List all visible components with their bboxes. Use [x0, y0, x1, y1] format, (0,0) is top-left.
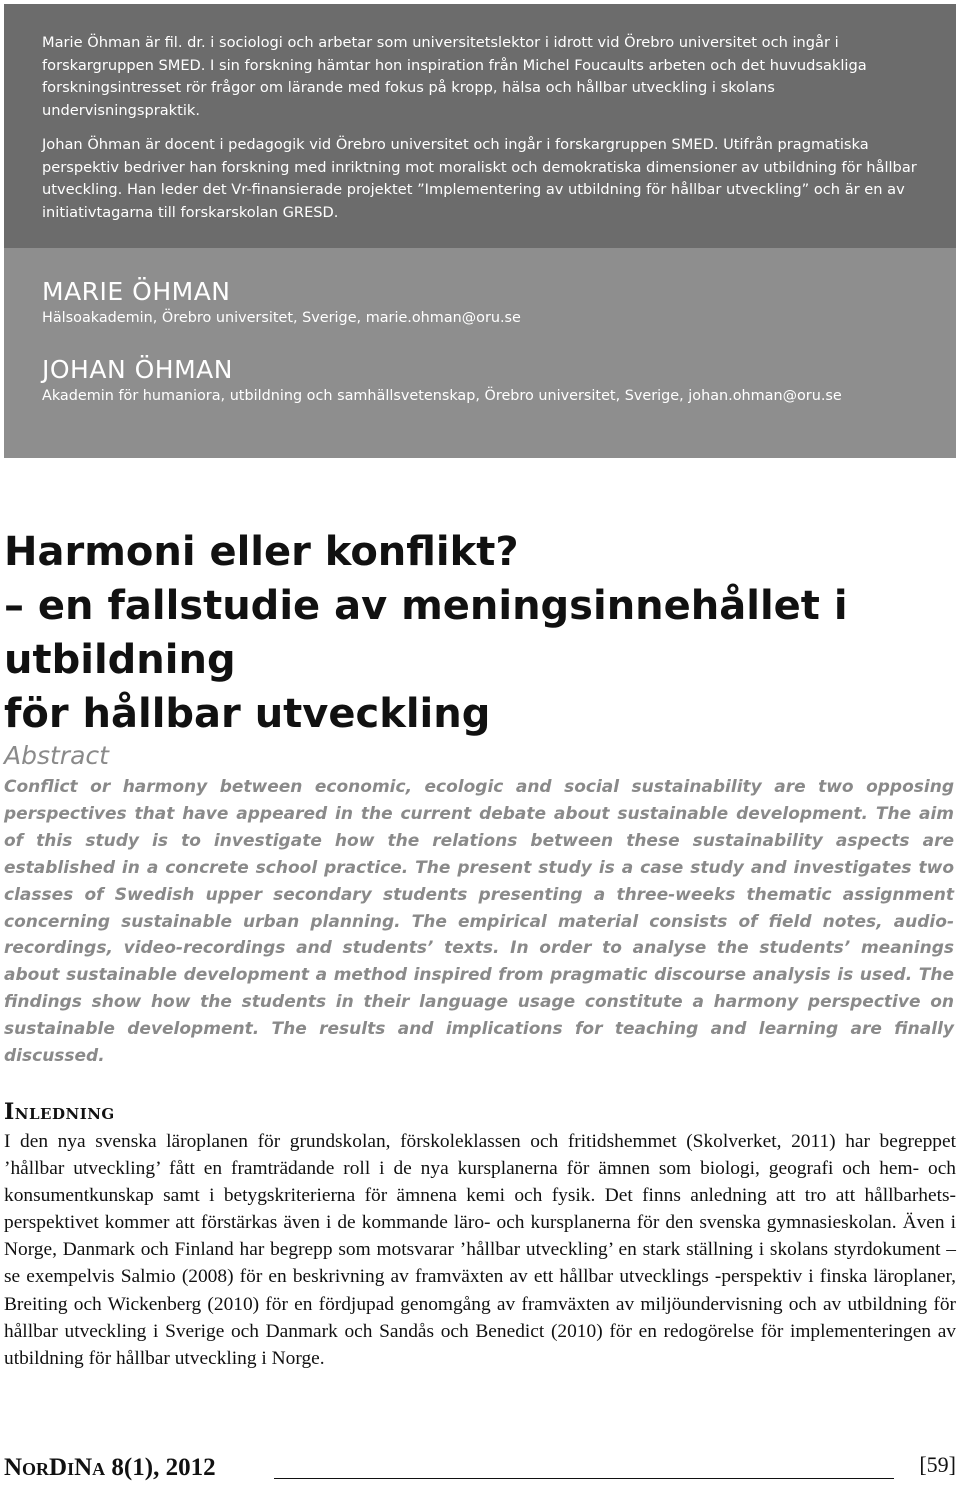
abstract-heading: Abstract — [4, 741, 109, 770]
journal-citation: NorDiNa 8(1), 2012 — [4, 1454, 216, 1481]
footer-rule — [274, 1478, 894, 1479]
article-title — [4, 525, 956, 741]
abstract-text: Conflict or harmony between economic, ecologic and social sustainability are two opposing perspectives that have appeared in the current debate about sustainable development. The aim of this study is to investigate how the relations between these sustainability aspects are established in a concrete school practice. The present study is a case study and investigates two classes of Swedish upper secondary students presenting a three-weeks thematic assignment concerning sustainable urban planning. The empirical material consists of field notes, audio-recordings, video-recordings and students’ texts. In order to analyse the students’ meanings about sustainable development a method inspired from pragmatic discourse analysis is used. The findings show how the students in their language usage constitute a harmony perspective on sustainable development. The results and implications for teaching and learning are finally discussed. — [4, 777, 954, 1067]
introduction-section — [4, 1098, 956, 1372]
author-affiliation-marie: Hälsoakademin, Örebro universitet, Sverige, marie.ohman@oru.se — [42, 310, 521, 326]
abstract-section — [4, 740, 954, 1070]
author-bio-box — [4, 4, 956, 248]
title-line-2: – en fallstudie av meningsinnehållet i utbildning — [4, 583, 848, 683]
author-affiliation-johan: Akademin för humaniora, utbildning och samhällsvetenskap, Örebro universitet, Sverige, johan.ohman@oru.se — [42, 388, 842, 404]
title-line-1: Harmoni eller konflikt? — [4, 529, 519, 575]
title-line-3: för hållbar utveckling — [4, 691, 491, 737]
bio-marie: Marie Öhman är fil. dr. i sociologi och arbetar som universitetslektor i idrott vid Örebro universitet och ingår i forskargruppen SMED. I sin forskning hämtar hon inspiration från Michel Foucaults arbeten och det huvudsakliga forskningsintresset rör frågor om lärande med fokus på kropp, hälsa och hållbar utveckling i skolans undervisningspraktik. — [42, 34, 867, 119]
page-footer — [4, 1454, 956, 1488]
page-number: [59] — [919, 1452, 956, 1477]
introduction-heading: Inledning — [4, 1099, 115, 1125]
authors-box — [4, 248, 956, 458]
author-name-johan: JOHAN ÖHMAN — [42, 355, 233, 384]
bio-johan: Johan Öhman är docent i pedagogik vid Örebro universitet och ingår i forskargruppen SMED. Utifrån pragmatiska perspektiv bedriver han forskning med inriktning mot moraliskt och demokratiska dimensioner av utbildning för hållbar utveckling. Han leder det Vr-finansierade projektet ”Implementering av utbildning för hållbar utveckling” och är en av initiativtagarna till forskarskolan GRESD. — [42, 136, 917, 221]
introduction-text: I den nya svenska läroplanen för grundskolan, förskoleklassen och fritidshemmet (Skolverket, 2011) har begreppet ’hållbar utveckling’ fått en framträdande roll i de nya kursplanerna för ämnen som biologi, geografi och hem- och konsumentkunskap samt i betygskriterierna för ämnena kemi och fysik. Det finns anledning att tro att hållbarhets-perspektivet kommer att förstärkas även i de kommande läro- och kursplanerna för den svenska gymnasieskolan. Även i Norge, Danmark och Finland har begrepp som motsvarar ’hållbar utveckling’ en stark ställning i skolans styrdokument – se exempelvis Salmio (2008) för en beskrivning av framväxten av ett hållbar utvecklings -perspektiv i finska läroplaner, Breiting och Wickenberg (2010) för en fördjupad genomgång av framväxten av miljöundervisning och av utbildning för hållbar utveckling i Sverige och Danmark och Sandås och Benedict (2010) för en redogörelse för implementeringen av utbildning för hållbar utveckling i Norge. — [4, 1131, 956, 1369]
author-name-marie: MARIE ÖHMAN — [42, 277, 231, 306]
